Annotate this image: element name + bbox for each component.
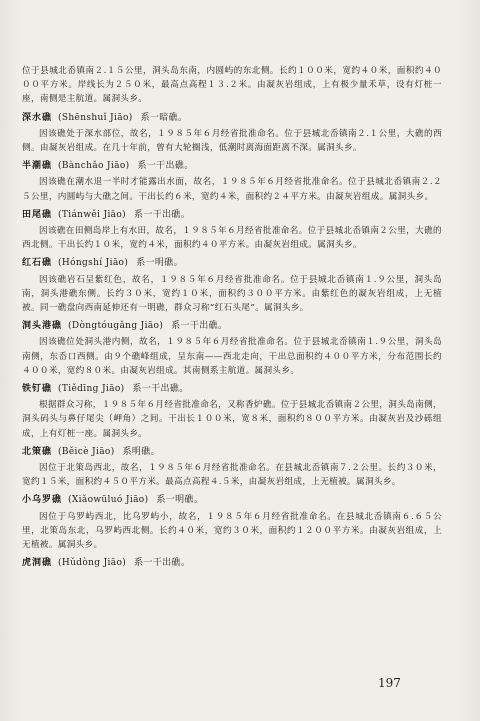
entry-pinyin: (Hǔdòng Jiāo) (58, 558, 127, 569)
entry-type: 系一干出礁。 (137, 161, 194, 172)
entry-body: 因该礁岩石呈紫红色，故名，１９８５年６月经省批准命名。位于县城北岙镇南１.９公里，洞头岛南，洞头港礁东侧。长约３０米，宽约１０米，面积约３００平方米。由紫红色的凝灰岩组成，上无植被。同一礁盘向西南延伸还有一明礁，群众习称“红石头尾”。属洞头乡。 (22, 274, 442, 314)
entry-name: 虎洞礁 (22, 558, 53, 569)
entry-tianwei (22, 208, 442, 253)
entry-type: 系明礁。 (122, 446, 160, 457)
entry-body: 因该礁处于深水部位，故名，１９８５年６月经省批准命名。位于县城北岙镇南２.１公里，大礁的西侧。由凝灰岩组成。在几十年前，曾有大轮搁浅，低潮时离海面距离不深。属洞头乡。 (22, 128, 442, 154)
entry-hongshi (22, 256, 442, 315)
entry-body: 因位于乌罗屿西北，比乌罗屿小，故名，１９８５年６月经省批准命名。在县城北岙镇南６.６５公里，北策岛东北，乌罗屿西北侧。长约４０米，宽约３０米，面积约１２００平方米。由凝灰岩组成，上无植被。属洞头乡。 (22, 511, 442, 551)
entry-body: 因该礁位处洞头港内侧，故名，１９８５年６月经省批准命名。位于县城北岙镇南１.９公里，洞头岛南侧，东岙口西侧。由９个礁峰组成，呈东南——西北走向，干出总面积约４００平方米，分布范围长约４００米，宽约８０米。由凝灰岩组成。其南侧系主航道。属洞头乡。 (22, 337, 442, 376)
entry-type: 系一干出礁。 (132, 384, 189, 395)
entry-body: 因位于北策岛西北，故名，１９８５年６月经省批准命名。在县城北岙镇南７.２公里。长约３０米，宽约１５米，面积约４５０平方米。最高点高程４.５米，由凝灰岩组成，上无植被。属洞头乡。 (22, 463, 442, 488)
entry-heading (22, 445, 442, 459)
entry-pinyin: (Tiědīng Jiāo) (58, 384, 125, 395)
entry-xiaowuluo (22, 493, 442, 552)
entry-heading (22, 556, 442, 570)
intro-paragraph: 位于县城北岙镇南２.１５公里，洞头岛东南，内圆屿的东北侧。长约１００米，宽约４０米，面积约４０００平方米。岸线长为２５０米，最高点高程１３.２米。由凝灰岩组成，上有极少量禾草，设有灯桩一座，南侧是主航道。属洞头乡。 (22, 66, 442, 105)
entry-pinyin: (Xiǎowūluó Jiāo) (68, 495, 149, 506)
entry-heading (22, 493, 442, 507)
entry-pinyin: (Dòngtóugǎng Jiāo) (68, 321, 164, 332)
entry-name: 半潮礁 (22, 161, 53, 172)
entry-name: 北策礁 (22, 446, 53, 457)
entry-shenshui (22, 111, 442, 156)
entry-beice (22, 445, 442, 490)
entry-heading (22, 159, 442, 173)
entry-heading (22, 256, 442, 270)
entry-name: 洞头港礁 (22, 321, 63, 332)
gazetteer-text (22, 64, 442, 573)
entry-type: 系一干出礁。 (134, 558, 191, 569)
entry-pinyin: (Hóngshí Jiāo) (58, 258, 129, 269)
entry-dongtougang (22, 319, 442, 378)
entry-tieding (22, 382, 442, 441)
entry-heading (22, 319, 442, 333)
entry-name: 铁钉礁 (22, 384, 53, 395)
entry-type: 系一明礁。 (156, 495, 204, 506)
entry-name: 小乌罗礁 (22, 495, 63, 506)
entry-heading (22, 111, 442, 125)
entry-type: 系一干出礁。 (134, 209, 191, 220)
entry-pinyin: (Tiánwěi Jiāo) (58, 209, 127, 220)
entry-hudong (22, 556, 442, 570)
entry-heading (22, 208, 442, 222)
entry-name: 田尾礁 (22, 209, 53, 220)
entry-type: 系一明礁。 (136, 258, 183, 269)
entry-pinyin: (Shēnshuǐ Jiāo) (58, 112, 133, 123)
entry-type: 系一干出礁。 (171, 321, 228, 332)
entry-body: 因该礁在田侧岛岸上有水田，故名，１９８５年６月经省批准命名。位于县城北岙镇南２公里，大礁的西北侧。干出长约１０米，宽约４米，面积约４０平方米。由凝灰岩组成。属洞头乡。 (22, 226, 442, 251)
entry-banchao (22, 159, 442, 204)
entry-pinyin: (Bànchǎo Jiāo) (58, 161, 130, 172)
page-number: 197 (378, 676, 401, 690)
entry-pinyin: (Běicè Jiāo) (58, 446, 115, 457)
entry-body: 根据群众习称，１９８５年６月经省批准命名，又称香炉礁。位于县城北岙镇南２公里，洞头岛南侧，洞头码头与鼻仔尾尖（岬角）之间。干出长１００米，宽８米，面积约８００平方米。由凝灰岩及沙砾组成，上有灯桩一座。属洞头乡。 (22, 400, 442, 439)
entry-heading (22, 382, 442, 396)
entry-type: 系一暗礁。 (140, 112, 188, 123)
entry-name: 深水礁 (22, 112, 53, 123)
entry-body: 因该礁在潮水退一半时才能露出水面，故名，１９８５年６月经省批准命名。位于县城北岙镇南２.２５公里，内圆屿与大礁之间。干出长约６米，宽约４米，面积约２４平方米。由凝灰岩组成。属洞头乡。 (22, 177, 442, 202)
entry-name: 红石礁 (22, 258, 53, 269)
